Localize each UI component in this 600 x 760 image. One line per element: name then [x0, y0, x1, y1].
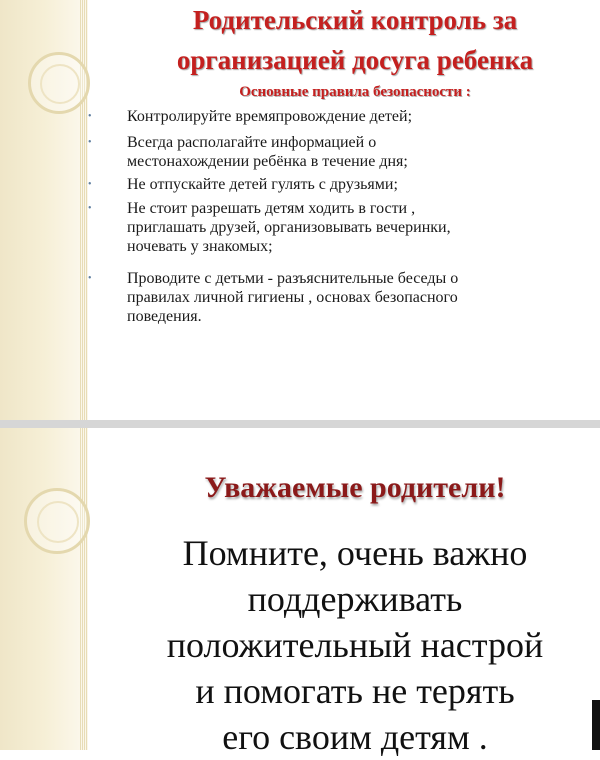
bullet-icon: •	[88, 111, 92, 122]
greeting-heading: Уважаемые родители!	[204, 471, 506, 504]
bullet-icon: •	[88, 203, 92, 214]
main-message: Помните, очень важно поддерживать положительный настрой и помогать не терять его своим детям .	[166, 533, 544, 757]
page-title-line-2: организацией досуга ребенка	[176, 45, 534, 75]
rule-text: Всегда располагайте информацией о местонахождении ребёнка в течение дня;	[127, 134, 408, 170]
bullet-icon: •	[88, 137, 92, 148]
decorative-side-stripes	[80, 428, 88, 750]
decorative-inner-circle	[37, 501, 79, 543]
rule-text: Контролируйте времяпровождение детей;	[127, 108, 413, 125]
slide-divider	[0, 420, 600, 428]
page-title-line-1: Родительский контроль за	[192, 5, 518, 35]
decorative-inner-circle	[40, 64, 80, 104]
decorative-edge	[592, 700, 600, 750]
rule-text: Не стоит разрешать детям ходить в гости , приглашать друзей, организовывать вечеринки, ночевать у знакомых;	[127, 200, 451, 255]
rule-text: Проводите с детьми - разъяснительные беседы о правилах личной гигиены , основах безопасного поведения.	[127, 270, 459, 325]
bullet-icon: •	[88, 273, 92, 284]
bullet-icon: •	[88, 179, 92, 190]
subtitle: Основные правила безопасности :	[239, 84, 471, 100]
rule-text: Не отпускайте детей гулять с друзьями;	[127, 176, 398, 193]
decorative-side-band	[0, 428, 80, 750]
